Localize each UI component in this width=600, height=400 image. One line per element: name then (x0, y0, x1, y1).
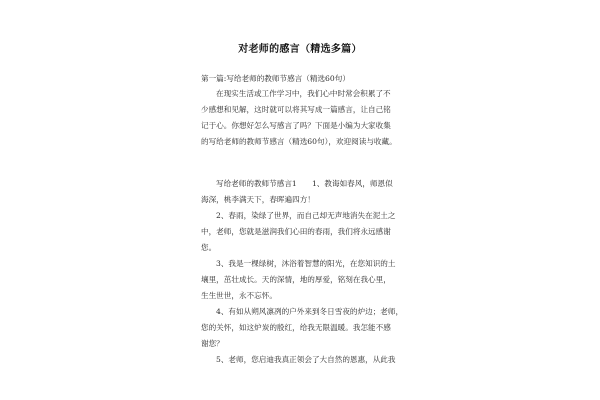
intro-line: 少感想和见解，这时就可以将其写成一篇感言，让自己铭 (201, 105, 391, 114)
intro-line: 记于心。你想好怎么写感言了吗？下面是小编为大家收集 (201, 121, 391, 130)
quote-line: 中，老师，您就是滋润我们心田的春雨，我们将永远感谢 (201, 227, 391, 236)
document-title: 对老师的感言（精选多篇） (238, 44, 362, 55)
quote-line: 您的关怀，如这炉炭的殷红，给我无限温暖。我怎能不感 (201, 323, 391, 332)
quote-line: 谢您？ (201, 339, 224, 348)
quote-line: 4、有如从朔风凛冽的户外来到冬日雪夜的炉边；老师， (216, 307, 404, 316)
quote-line: 壤里，茁壮成长。天的深情，地的厚爱，铭刻在我心里， (201, 275, 391, 284)
quote-line: 2、春雨，染绿了世界，而自己却无声地消失在泥土之 (216, 211, 396, 220)
quote-line: 海深，桃李满天下，春晖遍四方！ (201, 195, 315, 204)
quote-line: 生生世世，永不忘怀。 (201, 291, 277, 300)
quote-line: 您。 (201, 243, 217, 252)
quote-line: 3、我是一棵绿树，沐浴着智慧的阳光，在您知识的土 (216, 259, 396, 268)
intro-line: 在现实生活或工作学习中，我们心中时常会积累了不 (216, 89, 391, 98)
quote-line: 5、老师，您启迪我真正领会了大自然的恩惠，从此我 (216, 355, 396, 364)
section-heading: 第一篇:写给老师的教师节感言（精选60句） (201, 74, 350, 83)
intro-line: 的写给老师的教师节感言（精选60句），欢迎阅读与收藏。 (201, 137, 397, 146)
quote-line: 写给老师的教师节感言1 1、教诲如春风，师恩似 (216, 179, 393, 188)
